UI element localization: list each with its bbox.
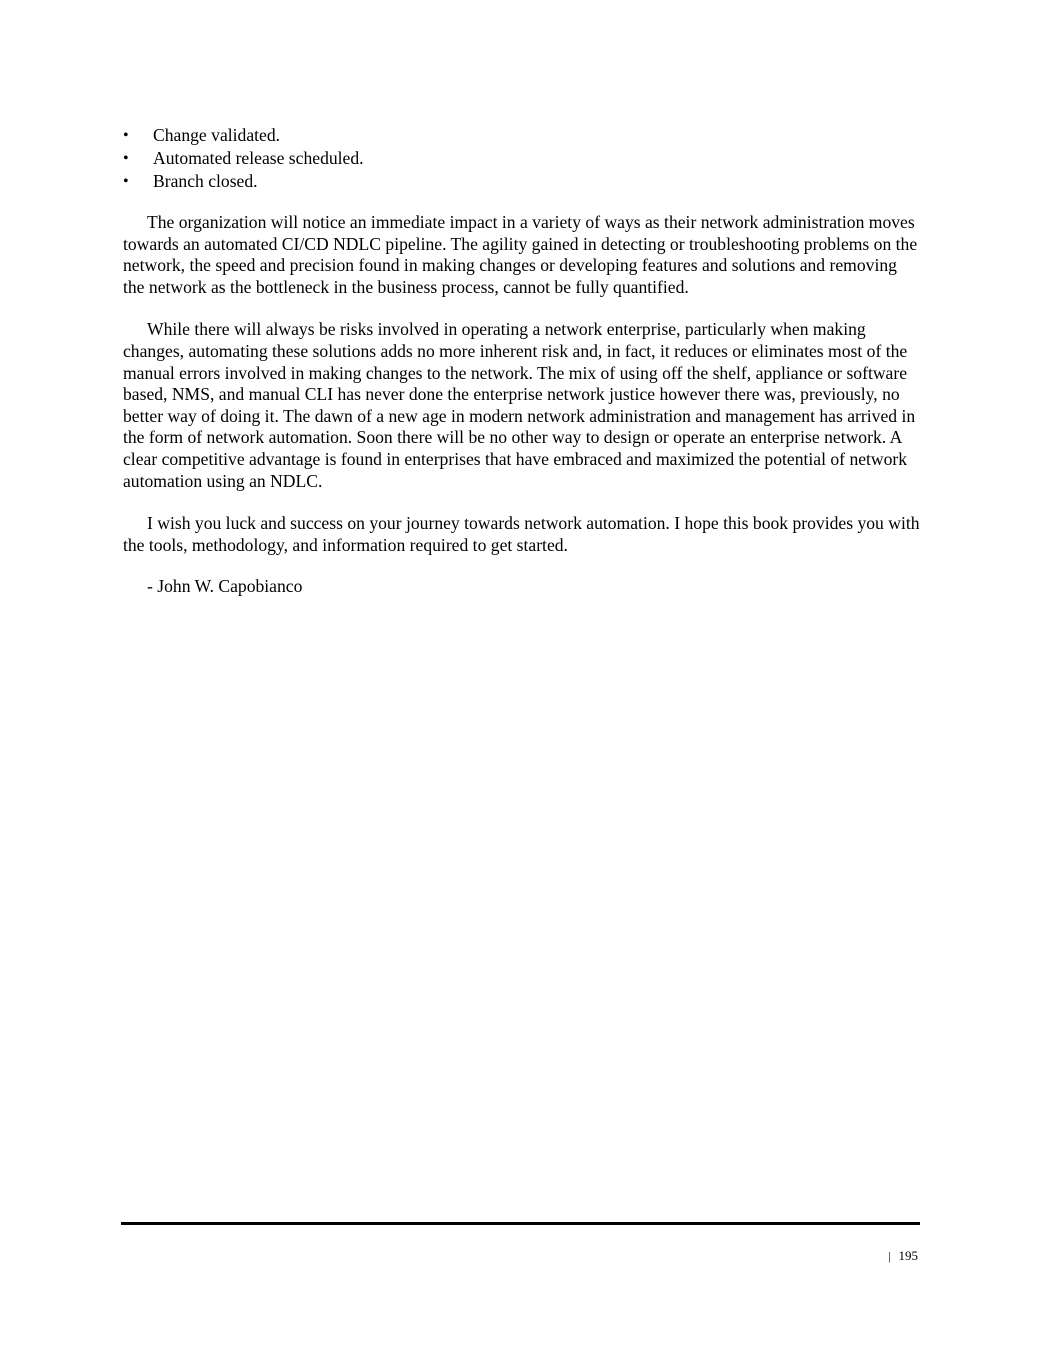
footer-separator: | [888, 1249, 891, 1263]
page-body [123, 124, 920, 598]
list-item [123, 147, 920, 170]
page-footer [888, 1248, 918, 1264]
paragraph-impact: The organization will notice an immediate impact in a variety of ways as their network administration moves towards an automated CI/CD NDLC pipeline. The agility gained in detecting or troubleshooting problems on the network, the speed and precision found in making changes or developing features and solutions and removing the network as the bottleneck in the business process, cannot be fully quantified. [123, 212, 918, 297]
bullet-icon: • [123, 127, 129, 144]
paragraph-closing: I wish you luck and success on your journey towards network automation. I hope this book provides you with the tools, methodology, and information required to get started. [123, 513, 920, 555]
bullet-icon: • [123, 150, 129, 167]
bullet-list [123, 124, 920, 193]
list-item-text: Automated release scheduled. [153, 148, 364, 168]
paragraph-risks: While there will always be risks involved in operating a network enterprise, particularly when making changes, automating these solutions adds no more inherent risk and, in fact, it reduces or eliminates most of the manual errors involved in making changes to the network. The mix of using off the shelf, appliance or software based, NMS, and manual CLI has never done the enterprise network justice however there was, previously, no better way of doing it. The dawn of a new age in modern network administration and management has arrived in the form of network automation. Soon there will be no other way to design or operate an enterprise network. A clear competitive advantage is found in enterprises that have embraced and maximized the potential of network automation using an NDLC. [123, 319, 916, 491]
list-item [123, 124, 920, 147]
bullet-icon: • [123, 173, 129, 190]
footer-divider [121, 1222, 920, 1225]
page-number: 195 [898, 1248, 918, 1263]
list-item [123, 170, 920, 193]
author-signature: - John W. Capobianco [147, 576, 303, 597]
list-item-text: Change validated. [153, 125, 281, 145]
list-item-text: Branch closed. [153, 171, 258, 191]
